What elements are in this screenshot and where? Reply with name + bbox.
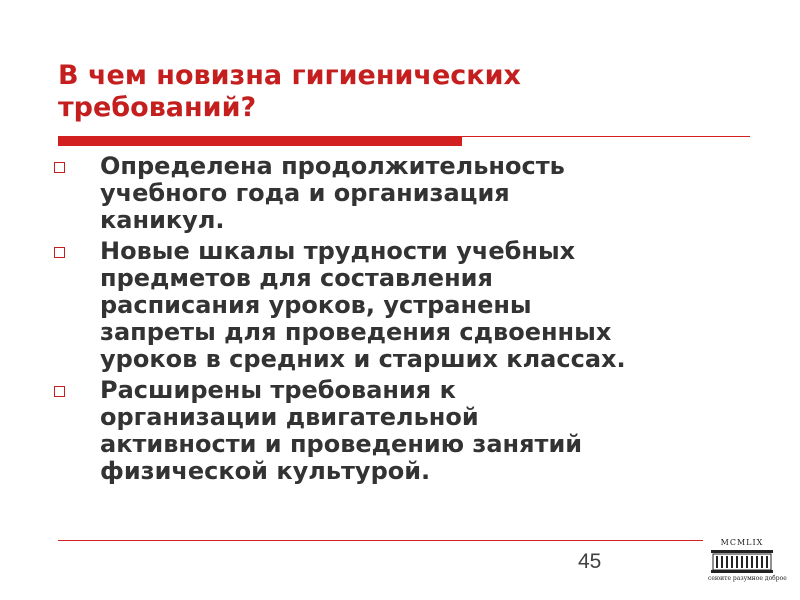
- bullet-line: каникул.: [100, 206, 225, 234]
- slide-title-line: В чем новизна гигиенических: [58, 60, 521, 91]
- bullet-line: учебного года и организация: [100, 179, 510, 207]
- bullet-line: Новые шкалы трудности учебных: [100, 237, 576, 265]
- square-bullet-icon: [54, 162, 65, 173]
- slide-title: [58, 60, 698, 124]
- bullet-line: предметов для составления: [100, 264, 493, 292]
- bullet-line: расписания уроков, устранены: [100, 291, 532, 319]
- bullet-line: Расширены требования к: [100, 376, 456, 404]
- logo-motto: сеюите разумное доброе: [708, 575, 787, 582]
- university-building-icon: [710, 548, 774, 574]
- bullet-line: организации двигательной: [100, 403, 479, 431]
- university-logo: [708, 538, 787, 586]
- bullet-item: [52, 377, 752, 485]
- bullet-line: активности и проведению занятий: [100, 430, 583, 458]
- footer-divider: [58, 540, 703, 541]
- bullet-item: [52, 153, 752, 234]
- bullet-list: [52, 153, 752, 489]
- bullet-text: [100, 377, 752, 485]
- square-bullet-icon: [54, 247, 65, 258]
- bullet-line: запреты для проведения сдвоенных: [100, 318, 612, 346]
- slide-title-line: требований?: [58, 92, 257, 123]
- bullet-item: [52, 238, 752, 373]
- bullet-text: [100, 153, 752, 234]
- bullet-line: уроков в средних и старших классах.: [100, 345, 626, 373]
- page-number: 45: [578, 550, 602, 573]
- bullet-line: Определена продолжительность: [100, 152, 565, 180]
- bullet-text: [100, 238, 752, 373]
- title-underline-thick: [58, 137, 462, 146]
- logo-year-text: MCMLIX: [720, 538, 764, 547]
- bullet-line: физической культурой.: [100, 457, 431, 485]
- square-bullet-icon: [54, 386, 65, 397]
